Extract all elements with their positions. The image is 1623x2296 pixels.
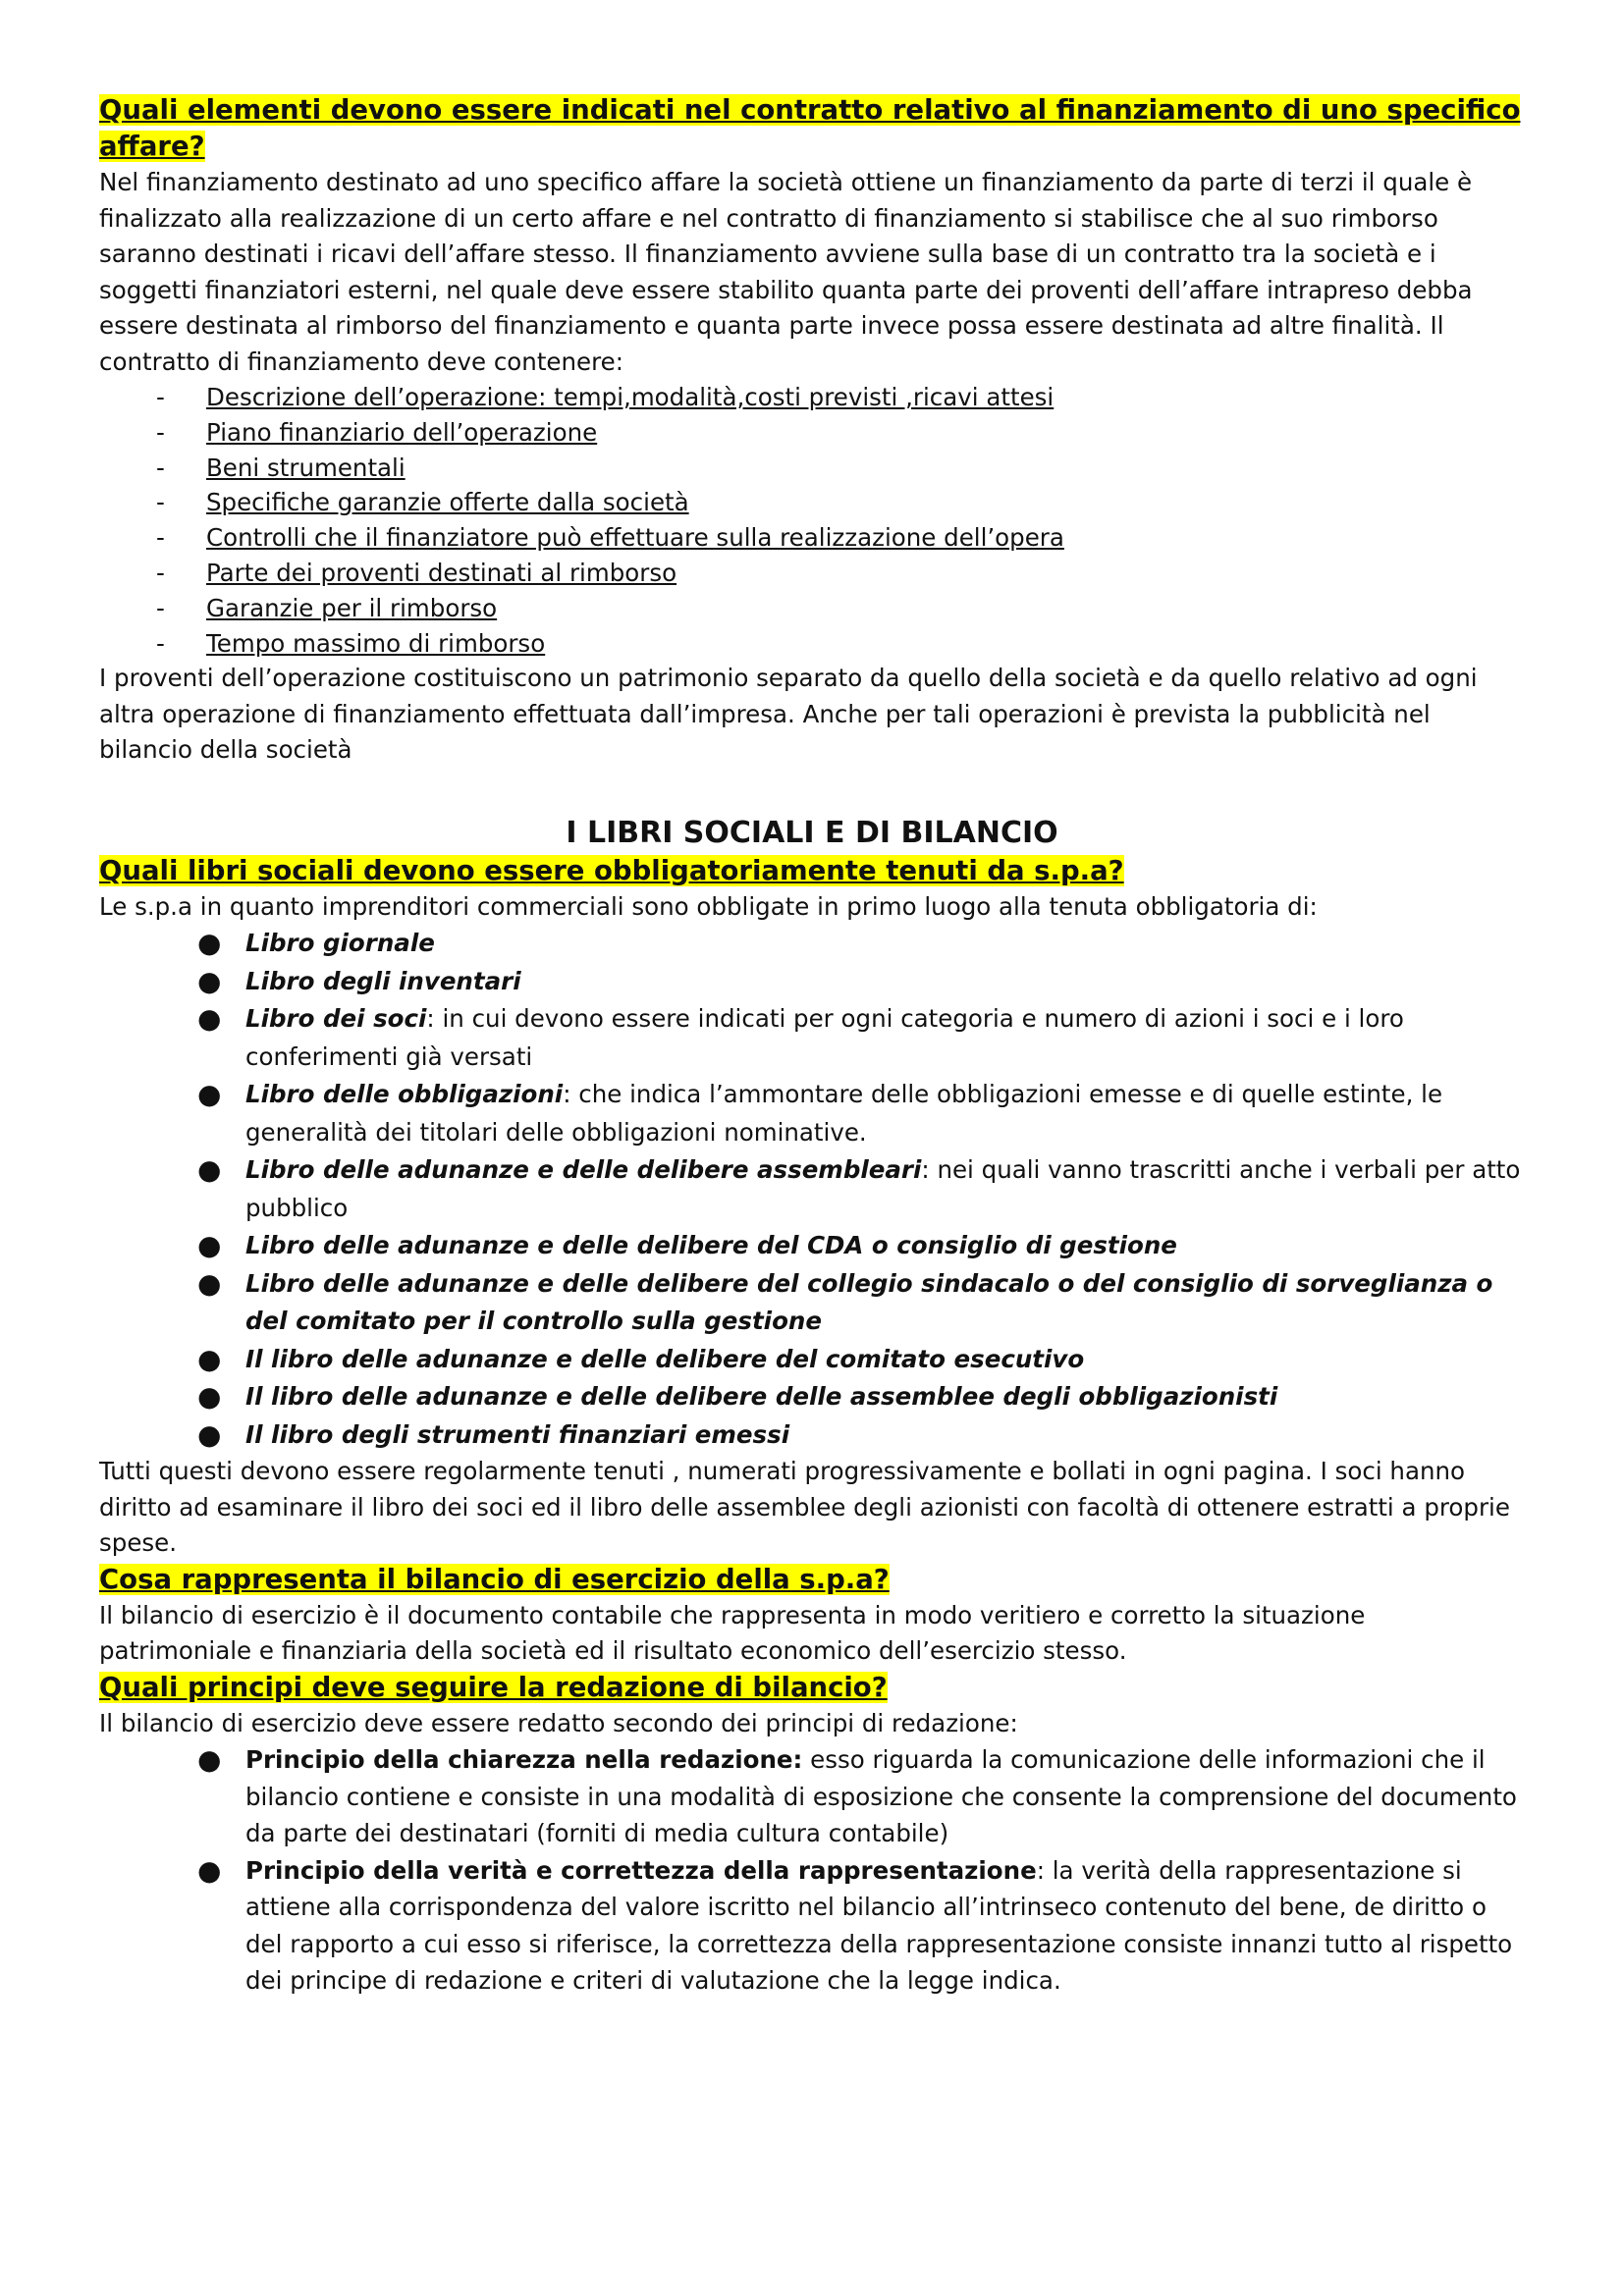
- list-item: ● Libro degli inventari: [197, 964, 521, 997]
- question-principles: [99, 1670, 1525, 1706]
- books-intro: Le s.p.a in quanto imprenditori commerciali sono obbligate in primo luogo alla tenuta obbligatoria di:: [99, 891, 1318, 921]
- question-balance-sheet: [99, 1562, 1525, 1598]
- list-item: ● Il libro delle adunanze e delle delibere del comitato esecutivo: [197, 1342, 1085, 1375]
- section-title: I LIBRI SOCIALI E DI BILANCIO: [566, 815, 1058, 850]
- list-item: - Controlli che il finanziatore può effettuare sulla realizzazione dell’opera: [156, 523, 1064, 553]
- balance-sheet-text: Il bilancio di esercizio è il documento contabile che rappresenta in modo veritiero e corretto la situazione patrimoniale e finanziaria della società ed il risultato economico dell’esercizio stesso.: [99, 1600, 1366, 1666]
- list-item: ● Libro dei soci: in cui devono essere indicati per ogni categoria e numero di azioni i soci e i loro conferimenti già versati: [197, 1002, 1404, 1071]
- list-item: ● Il libro delle adunanze e delle delibere delle assemblee degli obbligazionisti: [197, 1380, 1278, 1414]
- question-financing-text: Quali elementi devono essere indicati nel contratto relativo al finanziamento di uno specifico affare?: [99, 94, 1521, 162]
- question-financing: [99, 92, 1525, 165]
- list-item: ● Il libro degli strumenti finanziari emessi: [197, 1417, 790, 1451]
- list-item: - Garanzie per il rimborso: [156, 593, 498, 622]
- financing-contents-list: [99, 380, 1525, 661]
- list-item: ● Libro delle obbligazioni: che indica l’ammontare delle obbligazioni emesse e di quelle estinte, le generalità dei titolari delle obbligazioni nominative.: [197, 1078, 1443, 1147]
- list-item: - Piano finanziario dell’operazione: [156, 417, 598, 447]
- list-item: - Descrizione dell’operazione: tempi,modalità,costi previsti ,ricavi attesi: [156, 383, 1055, 411]
- list-item: ● Libro giornale: [197, 927, 435, 960]
- books-outro: Tutti questi devono essere regolarmente tenuti , numerati progressivamente e bollati in ogni pagina. I soci hanno diritto ad esaminare il libro dei soci ed il libro delle assemblee degli azionisti con facoltà di ottenere estratti a proprie spese.: [99, 1457, 1510, 1558]
- list-item: ● Principio della chiarezza nella redazione: esso riguarda la comunicazione delle informazioni che il bilancio contiene e consiste in una modalità di esposizione che consente la comprensione del documento da parte dei destinatari (forniti di media cultura contabile): [197, 1743, 1517, 1848]
- question-balance-sheet-text: Cosa rappresenta il bilancio di esercizio della s.p.a?: [99, 1563, 890, 1595]
- list-item: ● Libro delle adunanze e delle delibere assembleari: nei quali vanno trascritti anche i verbali per atto pubblico: [197, 1153, 1521, 1222]
- list-item: ● Libro delle adunanze e delle delibere del collegio sindacalo o del consiglio di sorveglianza o del comitato per il controllo sulla gestione: [197, 1266, 1493, 1336]
- question-books: [99, 853, 1525, 889]
- question-principles-text: Quali principi deve seguire la redazione di bilancio?: [99, 1671, 888, 1703]
- books-list: [99, 925, 1525, 1454]
- list-item: - Parte dei proventi destinati al rimborso: [156, 558, 677, 587]
- question-books-text: Quali libri sociali devono essere obbligatoriamente tenuti da s.p.a?: [99, 854, 1124, 886]
- financing-outro: I proventi dell’operazione costituiscono un patrimonio separato da quello della società e da quello relativo ad ogni altra operazione di finanziamento effettuata dall’impresa. Anche per tali operazioni è prevista la pubblicità nel bilancio della società: [99, 664, 1478, 765]
- principles-list: [99, 1741, 1525, 2000]
- principles-intro: Il bilancio di esercizio deve essere redatto secondo dei principi di redazione:: [99, 1708, 1018, 1737]
- list-item: - Tempo massimo di rimborso: [156, 628, 546, 658]
- list-item: ● Libro delle adunanze e delle delibere del CDA o consiglio di gestione: [197, 1229, 1177, 1262]
- list-item: ● Principio della verità e correttezza della rappresentazione: la verità della rappresentazione si attiene alla corrispondenza del valore iscritto nel bilancio all’intrinseco contenuto del bene, de diritto o del rapporto a cui esso si riferisce, la correttezza della rappresentazione consiste innanzi tutto al rispetto dei principe di redazione e criteri di valutazione che la legge indica.: [197, 1853, 1513, 1996]
- financing-intro: Nel finanziamento destinato ad uno specifico affare la società ottiene un finanziamento da parte di terzi il quale è finalizzato alla realizzazione di un certo affare e nel contratto di finanziamento si stabilisce che al suo rimborso saranno destinati i ricavi dell’affare stesso. Il finanziamento avviene sulla base di un contratto tra la società e i soggetti finanziatori esterni, nel quale deve essere stabilito quanta parte dei proventi dell’affare intrapreso debba essere destinata al rimborso del finanziamento e quanta parte invece possa essere destinata ad altre finalità. Il contratto di finanziamento deve contenere:: [99, 168, 1473, 376]
- list-item: - Specifiche garanzie offerte dalla società: [156, 488, 689, 517]
- list-item: - Beni strumentali: [156, 453, 406, 482]
